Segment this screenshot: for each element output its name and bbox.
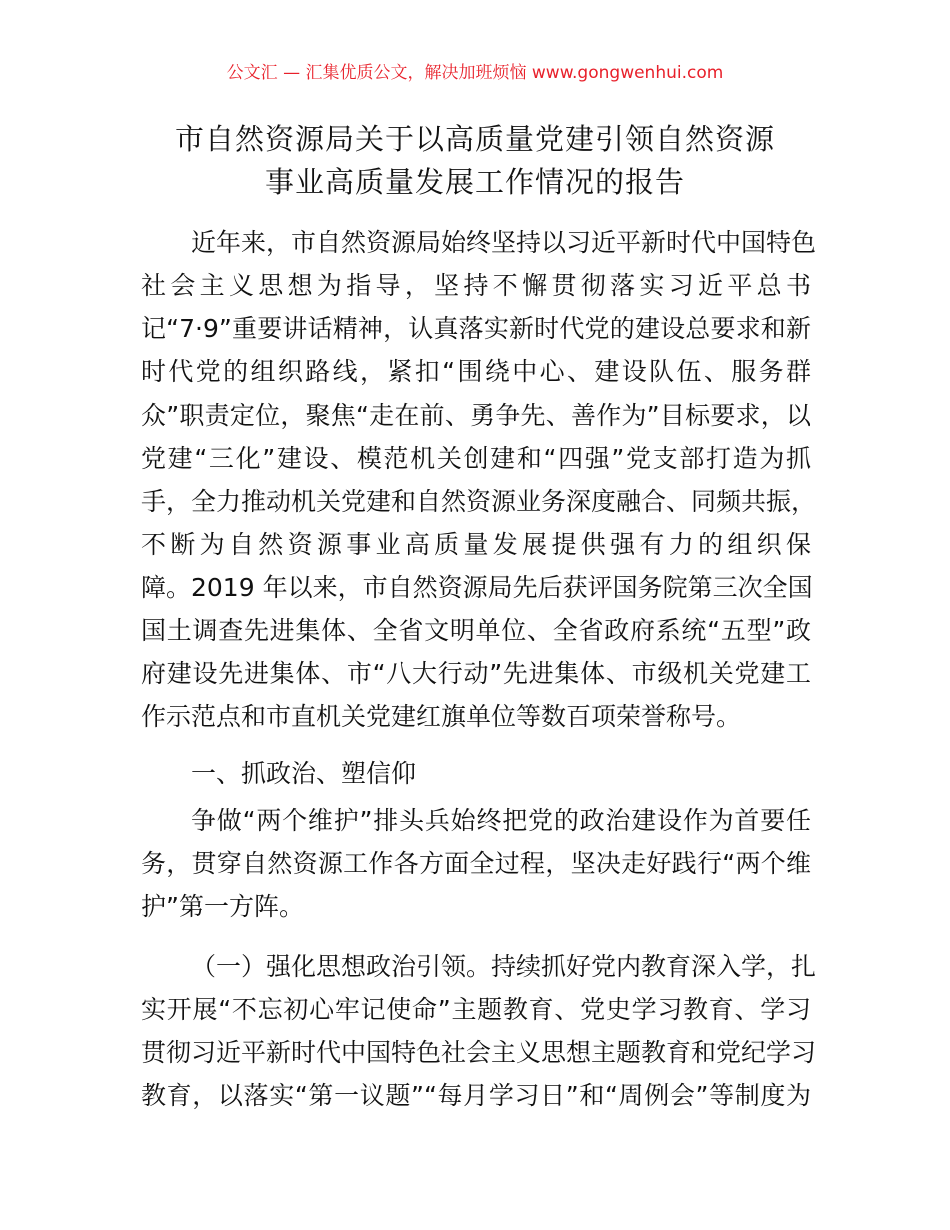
watermark-header: 公文汇 — 汇集优质公文，解决加班烦恼 www.gongwenhui.com: [226, 63, 724, 83]
paragraph-line: 障。2019 年以来，市自然资源局先后获评国务院第三次全国: [141, 573, 813, 602]
document-title-line-2: 事业高质量发展工作情况的报告: [264, 165, 685, 199]
document-title-line-1: 市自然资源局关于以高质量党建引领自然资源: [174, 122, 775, 156]
paragraph-line: 争做“两个维护”排头兵始终把党的政治建设作为首要任: [191, 806, 811, 835]
paragraph-line: 国土调查先进集体、全省文明单位、全省政府系统“五型”政: [141, 616, 811, 645]
paragraph-line: 众”职责定位，聚焦“走在前、勇争先、善作为”目标要求，以: [141, 401, 811, 430]
section-heading: 一、抓政治、塑信仰: [191, 759, 417, 788]
paragraph-line: 不断为自然资源事业高质量发展提供强有力的组织保: [141, 530, 811, 559]
paragraph-line: 作示范点和市直机关党建红旗单位等数百项荣誉称号。: [141, 702, 742, 731]
paragraph-line: 记“7·9”重要讲话精神，认真落实新时代党的建设总要求和新: [141, 314, 811, 343]
paragraph-line: （一）强化思想政治引领。持续抓好党内教育深入学，扎: [191, 952, 817, 981]
paragraph-line: 府建设先进集体、市“八大行动”先进集体、市级机关党建工: [141, 659, 811, 688]
paragraph-line: 实开展“不忘初心牢记使命”主题教育、党史学习教育、学习: [141, 995, 811, 1024]
paragraph-line: 贯彻习近平新时代中国特色社会主义思想主题教育和党纪学习: [141, 1038, 817, 1067]
paragraph-line: 手，全力推动机关党建和自然资源业务深度融合、同频共振，: [141, 487, 817, 516]
paragraph-line: 近年来，市自然资源局始终坚持以习近平新时代中国特色: [191, 228, 817, 257]
paragraph-line: 务，贯穿自然资源工作各方面全过程，坚决走好践行“两个维: [141, 849, 811, 878]
paragraph-line: 时代党的组织路线，紧扣“围绕中心、建设队伍、服务群: [141, 357, 811, 386]
paragraph-line: 教育，以落实“第一议题”“每月学习日”和“周例会”等制度为: [141, 1081, 811, 1110]
paragraph-line: 护”第一方阵。: [141, 892, 304, 921]
paragraph-line: 党建“三化”建设、模范机关创建和“四强”党支部打造为抓: [141, 444, 811, 473]
paragraph-line: 社会主义思想为指导，坚持不懈贯彻落实习近平总书: [141, 271, 811, 300]
